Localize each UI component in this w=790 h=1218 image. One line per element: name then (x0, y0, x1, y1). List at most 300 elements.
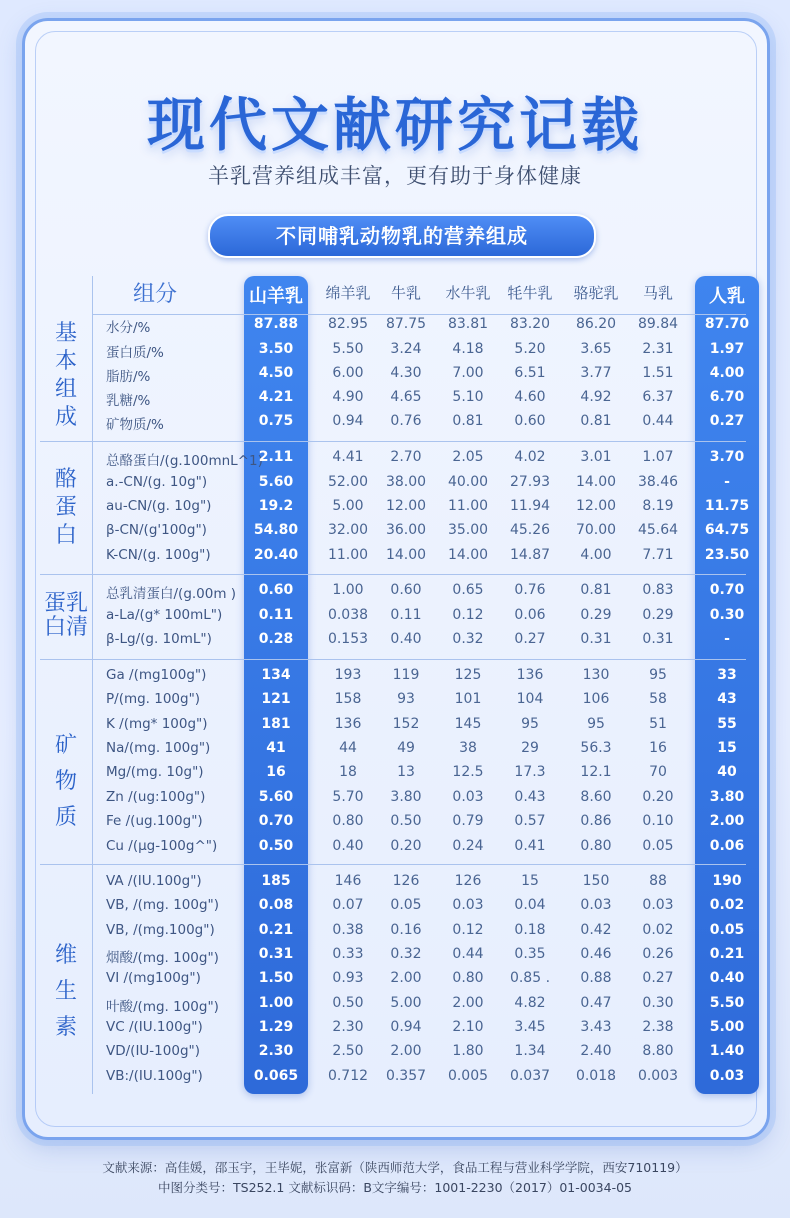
table-row (106, 740, 756, 764)
header-col-yak-milk: 牦牛乳 (507, 284, 553, 302)
cell-horse-milk: 88 (649, 873, 667, 889)
row-label: K-CN/(g. 100g") (106, 547, 211, 563)
cell-yak-milk: 104 (516, 691, 544, 707)
cell-horse-milk: 0.10 (642, 813, 674, 829)
row-label: Mg/(mg. 10g") (106, 764, 204, 780)
row-label: 总乳清蛋白/(g.00m ) (106, 586, 237, 602)
cell-sheep-milk: 5.00 (332, 498, 364, 514)
table-row (106, 970, 756, 994)
cell-camel-milk: 0.80 (580, 838, 612, 854)
row-label: K /(mg* 100g") (106, 716, 208, 732)
cell-camel-milk: 8.60 (580, 789, 612, 805)
cell-yak-milk: 0.57 (514, 813, 546, 829)
cell-cow-milk: 87.75 (385, 316, 427, 332)
table-row (106, 691, 756, 715)
cell-horse-milk: 0.83 (642, 582, 674, 598)
cell-human-milk: 0.05 (709, 922, 745, 938)
cell-cow-milk: 0.05 (390, 897, 422, 913)
cell-goat-milk: 3.50 (258, 341, 294, 357)
cell-human-milk: 6.70 (709, 389, 745, 405)
cell-human-milk: 0.21 (709, 946, 745, 962)
cell-horse-milk: 0.30 (642, 995, 674, 1011)
cell-yak-milk: 14.87 (509, 547, 551, 563)
cell-human-milk: - (724, 631, 730, 647)
cell-goat-milk: 5.60 (258, 789, 294, 805)
cell-camel-milk: 0.47 (580, 995, 612, 1011)
cell-buffalo-milk: 35.00 (447, 522, 489, 538)
row-label: 总酪蛋白/(g.100mnL^1) (106, 453, 263, 469)
cell-human-milk: 87.70 (704, 316, 750, 332)
row-label: 水分/% (106, 320, 151, 336)
cell-sheep-milk: 5.50 (332, 341, 364, 357)
cell-goat-milk: 4.50 (258, 365, 294, 381)
cell-human-milk: 0.40 (709, 970, 745, 986)
header-col-goat-milk: 山羊乳 (249, 286, 303, 307)
cell-horse-milk: 95 (649, 667, 667, 683)
cell-sheep-milk: 18 (339, 764, 357, 780)
cell-horse-milk: 45.64 (637, 522, 679, 538)
cell-buffalo-milk: 0.24 (452, 838, 484, 854)
cell-human-milk: 23.50 (704, 547, 750, 563)
row-label: 矿物质/% (106, 417, 164, 433)
cell-human-milk: 0.70 (709, 582, 745, 598)
cell-human-milk: 3.80 (709, 789, 745, 805)
cell-cow-milk: 0.357 (385, 1068, 427, 1084)
cell-buffalo-milk: 0.65 (452, 582, 484, 598)
cell-buffalo-milk: 40.00 (447, 474, 489, 490)
cell-goat-milk: 1.50 (258, 970, 294, 986)
cell-sheep-milk: 0.80 (332, 813, 364, 829)
cell-camel-milk: 0.03 (580, 897, 612, 913)
cell-sheep-milk: 0.712 (327, 1068, 369, 1084)
cell-human-milk: 190 (712, 873, 742, 889)
group-basic-composition: 基 本 组 成 (54, 321, 77, 430)
cell-buffalo-milk: 126 (454, 873, 482, 889)
cell-horse-milk: 1.51 (642, 365, 674, 381)
cell-cow-milk: 0.94 (390, 1019, 422, 1035)
cell-sheep-milk: 32.00 (327, 522, 369, 538)
cell-horse-milk: 0.29 (642, 607, 674, 623)
table-row (106, 547, 756, 571)
cell-cow-milk: 3.24 (390, 341, 422, 357)
cell-human-milk: 4.00 (709, 365, 745, 381)
cell-buffalo-milk: 0.12 (452, 607, 484, 623)
cell-camel-milk: 0.86 (580, 813, 612, 829)
cell-camel-milk: 3.65 (580, 341, 612, 357)
cell-goat-milk: 2.11 (258, 449, 294, 465)
cell-sheep-milk: 0.94 (332, 413, 364, 429)
cell-sheep-milk: 0.50 (332, 995, 364, 1011)
cell-yak-milk: 0.41 (514, 838, 546, 854)
cell-horse-milk: 0.20 (642, 789, 674, 805)
row-label: Cu /(μg-100g^") (106, 838, 218, 854)
cell-camel-milk: 4.00 (580, 547, 612, 563)
cell-cow-milk: 36.00 (385, 522, 427, 538)
cell-buffalo-milk: 0.12 (452, 922, 484, 938)
cell-buffalo-milk: 2.10 (452, 1019, 484, 1035)
cell-goat-milk: 1.00 (258, 995, 294, 1011)
cell-buffalo-milk: 0.79 (452, 813, 484, 829)
table-row (106, 582, 756, 606)
cell-sheep-milk: 146 (334, 873, 362, 889)
cell-sheep-milk: 158 (334, 691, 362, 707)
header-col-buffalo-milk: 水牛乳 (445, 284, 491, 302)
cell-cow-milk: 2.00 (390, 1043, 422, 1059)
cell-camel-milk: 3.01 (580, 449, 612, 465)
cell-buffalo-milk: 145 (454, 716, 482, 732)
row-label: VD/(IU-100g") (106, 1043, 200, 1059)
header-col-horse-milk: 马乳 (642, 284, 673, 302)
cell-yak-milk: 0.85 . (509, 970, 551, 986)
cell-yak-milk: 4.02 (514, 449, 546, 465)
cell-buffalo-milk: 5.10 (452, 389, 484, 405)
cell-sheep-milk: 0.38 (332, 922, 364, 938)
cell-camel-milk: 86.20 (575, 316, 617, 332)
table-row (106, 838, 756, 862)
cell-cow-milk: 0.16 (390, 922, 422, 938)
table-row (106, 631, 756, 655)
cell-camel-milk: 0.018 (575, 1068, 617, 1084)
cell-buffalo-milk: 2.05 (452, 449, 484, 465)
cell-buffalo-milk: 7.00 (452, 365, 484, 381)
cell-goat-milk: 1.29 (258, 1019, 294, 1035)
cell-camel-milk: 150 (582, 873, 610, 889)
cell-sheep-milk: 44 (339, 740, 357, 756)
table-row (106, 522, 756, 546)
page-title: 现代文献研究记载 (146, 91, 643, 159)
cell-cow-milk: 4.65 (390, 389, 422, 405)
cell-goat-milk: 4.21 (258, 389, 294, 405)
table-row (106, 498, 756, 522)
cell-yak-milk: 27.93 (509, 474, 551, 490)
cell-camel-milk: 0.31 (580, 631, 612, 647)
cell-sheep-milk: 193 (334, 667, 362, 683)
cell-human-milk: 55 (717, 716, 737, 732)
header-col-human-milk: 人乳 (709, 286, 745, 307)
cell-camel-milk: 70.00 (575, 522, 617, 538)
cell-cow-milk: 0.11 (390, 607, 422, 623)
cell-cow-milk: 13 (397, 764, 415, 780)
cell-buffalo-milk: 12.5 (452, 764, 484, 780)
table-row (106, 716, 756, 740)
cell-buffalo-milk: 101 (454, 691, 482, 707)
cell-horse-milk: 38.46 (637, 474, 679, 490)
cell-yak-milk: 0.43 (514, 789, 546, 805)
cell-cow-milk: 0.32 (390, 946, 422, 962)
cell-camel-milk: 12.1 (580, 764, 612, 780)
cell-buffalo-milk: 4.18 (452, 341, 484, 357)
cell-buffalo-milk: 83.81 (447, 316, 489, 332)
table-row (106, 413, 756, 437)
cell-buffalo-milk: 2.00 (452, 995, 484, 1011)
cell-human-milk: 11.75 (704, 498, 750, 514)
row-label: β-CN/(g'100g") (106, 522, 207, 538)
row-label: a.-CN/(g. 10g") (106, 474, 208, 490)
cell-horse-milk: 0.27 (642, 970, 674, 986)
row-label: VI /(mg100g") (106, 970, 201, 986)
cell-horse-milk: 58 (649, 691, 667, 707)
cell-camel-milk: 2.40 (580, 1043, 612, 1059)
cell-horse-milk: 7.71 (642, 547, 674, 563)
row-label: VB:/(IU.100g") (106, 1068, 203, 1084)
cell-cow-milk: 49 (397, 740, 415, 756)
cell-camel-milk: 3.77 (580, 365, 612, 381)
header-col-camel-milk: 骆驼乳 (573, 284, 619, 302)
table-row (106, 667, 756, 691)
cell-buffalo-milk: 0.44 (452, 946, 484, 962)
cell-human-milk: 64.75 (704, 522, 750, 538)
cell-yak-milk: 95 (521, 716, 539, 732)
row-label: Ga /(mg100g") (106, 667, 207, 683)
cell-yak-milk: 4.60 (514, 389, 546, 405)
cell-human-milk: 40 (717, 764, 737, 780)
row-label: β-Lg/(g. 10mL") (106, 631, 212, 647)
row-label: 烟酸/(mg. 100g") (106, 950, 219, 966)
cell-human-milk: 0.30 (709, 607, 745, 623)
grid-hline (92, 314, 746, 315)
table-row (106, 341, 756, 365)
cell-yak-milk: 5.20 (514, 341, 546, 357)
cell-camel-milk: 4.92 (580, 389, 612, 405)
cell-cow-milk: 126 (392, 873, 420, 889)
table-row (106, 873, 756, 897)
cell-camel-milk: 106 (582, 691, 610, 707)
cell-cow-milk: 0.20 (390, 838, 422, 854)
header-col-sheep-milk: 绵羊乳 (325, 284, 371, 302)
cell-sheep-milk: 136 (334, 716, 362, 732)
cell-sheep-milk: 2.30 (332, 1019, 364, 1035)
cell-horse-milk: 0.31 (642, 631, 674, 647)
cell-camel-milk: 0.81 (580, 582, 612, 598)
cell-yak-milk: 0.76 (514, 582, 546, 598)
table-row (106, 1019, 756, 1043)
cell-sheep-milk: 0.07 (332, 897, 364, 913)
cell-cow-milk: 5.00 (390, 995, 422, 1011)
footer-classification: 中图分类号：TS252.1 文献标识码：B文字编号：1001-2230（2017）01-0034-05 (158, 1180, 632, 1195)
cell-buffalo-milk: 0.005 (447, 1068, 489, 1084)
cell-yak-milk: 3.45 (514, 1019, 546, 1035)
cell-sheep-milk: 6.00 (332, 365, 364, 381)
table-row (106, 449, 756, 473)
cell-cow-milk: 93 (397, 691, 415, 707)
cell-human-milk: 0.02 (709, 897, 745, 913)
cell-human-milk: 0.06 (709, 838, 745, 854)
cell-sheep-milk: 11.00 (327, 547, 369, 563)
table-title-pill: 不同哺乳动物乳的营养组成 (208, 214, 596, 258)
cell-goat-milk: 0.065 (253, 1068, 299, 1084)
cell-horse-milk: 89.84 (637, 316, 679, 332)
row-label: 乳糖/% (106, 393, 151, 409)
cell-horse-milk: 0.02 (642, 922, 674, 938)
cell-human-milk: 15 (717, 740, 737, 756)
cell-goat-milk: 0.08 (258, 897, 294, 913)
table-row (106, 316, 756, 340)
cell-goat-milk: 54.80 (253, 522, 299, 538)
grid-vline (92, 276, 93, 1094)
cell-sheep-milk: 0.93 (332, 970, 364, 986)
cell-goat-milk: 2.30 (258, 1043, 294, 1059)
table-row (106, 789, 756, 813)
row-label: Na/(mg. 100g") (106, 740, 211, 756)
row-label: VB, /(mg. 100g") (106, 897, 220, 913)
row-label: 叶酸/(mg. 100g") (106, 999, 219, 1015)
row-label: VB, /(mg.100g") (106, 922, 215, 938)
cell-goat-milk: 0.21 (258, 922, 294, 938)
cell-cow-milk: 0.40 (390, 631, 422, 647)
cell-sheep-milk: 5.70 (332, 789, 364, 805)
cell-human-milk: 1.97 (709, 341, 745, 357)
cell-yak-milk: 0.60 (514, 413, 546, 429)
cell-buffalo-milk: 11.00 (447, 498, 489, 514)
group-casein: 酪 蛋 白 (54, 467, 77, 548)
cell-camel-milk: 0.46 (580, 946, 612, 962)
cell-human-milk: 1.40 (709, 1043, 745, 1059)
cell-horse-milk: 0.44 (642, 413, 674, 429)
cell-goat-milk: 0.50 (258, 838, 294, 854)
table-row (106, 813, 756, 837)
cell-cow-milk: 2.70 (390, 449, 422, 465)
cell-goat-milk: 181 (261, 716, 291, 732)
cell-sheep-milk: 0.40 (332, 838, 364, 854)
grid-hline (40, 659, 746, 660)
cell-yak-milk: 0.18 (514, 922, 546, 938)
cell-yak-milk: 15 (521, 873, 539, 889)
cell-horse-milk: 51 (649, 716, 667, 732)
cell-human-milk: 0.03 (709, 1068, 745, 1084)
row-label: au-CN/(g. 10g") (106, 498, 212, 514)
table-row (106, 1043, 756, 1067)
cell-cow-milk: 119 (392, 667, 420, 683)
cell-yak-milk: 83.20 (509, 316, 551, 332)
cell-buffalo-milk: 0.03 (452, 897, 484, 913)
cell-sheep-milk: 52.00 (327, 474, 369, 490)
cell-yak-milk: 11.94 (509, 498, 551, 514)
cell-goat-milk: 16 (266, 764, 286, 780)
cell-buffalo-milk: 0.03 (452, 789, 484, 805)
cell-camel-milk: 56.3 (580, 740, 612, 756)
cell-goat-milk: 0.28 (258, 631, 294, 647)
cell-camel-milk: 0.42 (580, 922, 612, 938)
cell-camel-milk: 130 (582, 667, 610, 683)
cell-horse-milk: 0.003 (637, 1068, 679, 1084)
cell-human-milk: 33 (717, 667, 737, 683)
cell-buffalo-milk: 0.80 (452, 970, 484, 986)
cell-camel-milk: 14.00 (575, 474, 617, 490)
cell-cow-milk: 12.00 (385, 498, 427, 514)
row-label: VA /(IU.100g") (106, 873, 202, 889)
cell-cow-milk: 3.80 (390, 789, 422, 805)
header-component-label: 组分 (132, 282, 177, 307)
group-minerals: 矿 物 质 (54, 733, 77, 830)
footer-source: 文献来源：高佳媛，邵玉宇，王毕妮，张富新（陕西师范大学，食品工程与营业科学学院，西安710119） (102, 1160, 688, 1175)
cell-sheep-milk: 82.95 (327, 316, 369, 332)
cell-camel-milk: 12.00 (575, 498, 617, 514)
row-label: Zn /(ug:100g") (106, 789, 206, 805)
cell-camel-milk: 3.43 (580, 1019, 612, 1035)
cell-yak-milk: 0.04 (514, 897, 546, 913)
cell-goat-milk: 185 (261, 873, 291, 889)
cell-sheep-milk: 1.00 (332, 582, 364, 598)
table-row (106, 1068, 756, 1092)
cell-cow-milk: 0.60 (390, 582, 422, 598)
header-col-cow-milk: 牛乳 (390, 284, 421, 302)
cell-goat-milk: 87.88 (253, 316, 299, 332)
page-subtitle: 羊乳营养组成丰富，更有助于身体健康 (208, 164, 582, 188)
table-row (106, 922, 756, 946)
cell-horse-milk: 6.37 (642, 389, 674, 405)
cell-buffalo-milk: 14.00 (447, 547, 489, 563)
cell-goat-milk: 20.40 (253, 547, 299, 563)
cell-horse-milk: 2.38 (642, 1019, 674, 1035)
cell-sheep-milk: 0.153 (327, 631, 369, 647)
row-label: 蛋白质/% (106, 345, 164, 361)
cell-buffalo-milk: 0.81 (452, 413, 484, 429)
cell-goat-milk: 0.31 (258, 946, 294, 962)
table-row (106, 764, 756, 788)
cell-yak-milk: 0.35 (514, 946, 546, 962)
cell-camel-milk: 0.88 (580, 970, 612, 986)
cell-horse-milk: 1.07 (642, 449, 674, 465)
cell-sheep-milk: 4.90 (332, 389, 364, 405)
cell-yak-milk: 4.82 (514, 995, 546, 1011)
cell-goat-milk: 41 (266, 740, 286, 756)
cell-horse-milk: 8.19 (642, 498, 674, 514)
table-row (106, 607, 756, 631)
grid-hline (40, 864, 746, 865)
row-label: VC /(IU.100g") (106, 1019, 203, 1035)
grid-hline (40, 441, 746, 442)
cell-human-milk: 0.27 (709, 413, 745, 429)
cell-yak-milk: 136 (516, 667, 544, 683)
cell-yak-milk: 1.34 (514, 1043, 546, 1059)
cell-cow-milk: 4.30 (390, 365, 422, 381)
cell-camel-milk: 0.29 (580, 607, 612, 623)
cell-buffalo-milk: 38 (459, 740, 477, 756)
grid-hline (40, 574, 746, 575)
table-row (106, 897, 756, 921)
cell-buffalo-milk: 1.80 (452, 1043, 484, 1059)
cell-cow-milk: 38.00 (385, 474, 427, 490)
cell-horse-milk: 0.03 (642, 897, 674, 913)
cell-cow-milk: 152 (392, 716, 420, 732)
cell-human-milk: 43 (717, 691, 737, 707)
table-row (106, 995, 756, 1019)
cell-horse-milk: 16 (649, 740, 667, 756)
row-label: 脂肪/% (106, 369, 151, 385)
cell-goat-milk: 121 (261, 691, 291, 707)
cell-goat-milk: 0.60 (258, 582, 294, 598)
cell-yak-milk: 45.26 (509, 522, 551, 538)
cell-goat-milk: 0.11 (258, 607, 294, 623)
cell-yak-milk: 0.27 (514, 631, 546, 647)
cell-horse-milk: 8.80 (642, 1043, 674, 1059)
cell-yak-milk: 0.037 (509, 1068, 551, 1084)
cell-yak-milk: 6.51 (514, 365, 546, 381)
table-row (106, 946, 756, 970)
cell-human-milk: - (724, 474, 730, 490)
table-row (106, 365, 756, 389)
cell-horse-milk: 0.05 (642, 838, 674, 854)
row-label: a-La/(g* 100mL") (106, 607, 223, 623)
group-vitamins: 维 生 素 (54, 943, 77, 1040)
cell-horse-milk: 0.26 (642, 946, 674, 962)
row-label: P/(mg. 100g") (106, 691, 201, 707)
cell-goat-milk: 19.2 (258, 498, 294, 514)
cell-sheep-milk: 2.50 (332, 1043, 364, 1059)
cell-goat-milk: 0.75 (258, 413, 294, 429)
cell-sheep-milk: 4.41 (332, 449, 364, 465)
cell-human-milk: 3.70 (709, 449, 745, 465)
